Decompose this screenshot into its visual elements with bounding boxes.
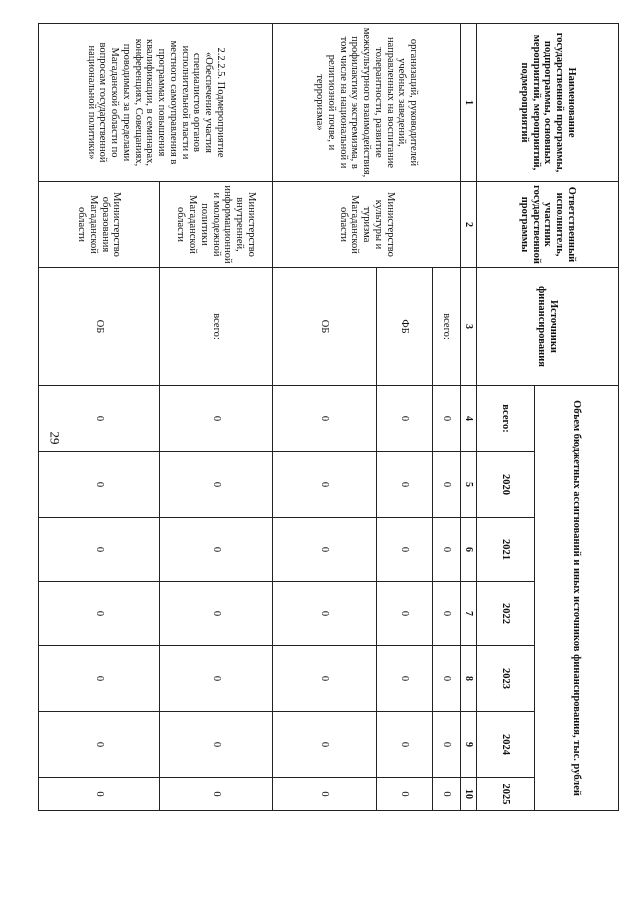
col-number: 10 [460,778,476,811]
cell-value: 0 [376,582,432,646]
cell-value: 0 [159,518,272,582]
cell-value: 0 [272,386,376,452]
header-year: 2025 [477,778,535,811]
cell-value: 0 [432,712,460,778]
cell-value: 0 [376,712,432,778]
header-year: 2024 [477,712,535,778]
cell-value: 0 [38,646,159,712]
cell-value: 0 [159,778,272,811]
header-name: Наименование государственной программы, подпрограммы, основных мероприятий, мероприятий, подмероприятий [477,24,619,182]
cell-value: 0 [159,386,272,452]
cell-value: 0 [432,386,460,452]
row-source: ФБ [376,268,432,386]
header-year: 2020 [477,452,535,518]
col-number: 1 [460,24,476,182]
header-sources: Источники финансирования [477,268,619,386]
header-year: 2022 [477,582,535,646]
header-total: всего: [477,386,535,452]
cell-value: 0 [272,712,376,778]
cell-value: 0 [38,518,159,582]
cell-value: 0 [272,778,376,811]
col-number: 2 [460,182,476,268]
row-source: ОБ [38,268,159,386]
header-year: 2021 [477,518,535,582]
cell-value: 0 [38,386,159,452]
financing-table [38,23,619,811]
row-responsible: Министерство образования Магаданской области [38,182,159,268]
col-number: 5 [460,452,476,518]
header-year: 2023 [477,646,535,712]
row-source: ОБ [272,268,376,386]
rotated-table-wrapper [40,23,619,810]
cell-value: 0 [159,712,272,778]
cell-value: 0 [272,582,376,646]
cell-value: 0 [376,778,432,811]
cell-value: 0 [38,778,159,811]
col-number: 9 [460,712,476,778]
rotated-table-inner [40,23,619,810]
row-source: всего: [432,268,460,386]
cell-value: 0 [432,518,460,582]
row-source: всего: [159,268,272,386]
cell-value: 0 [376,646,432,712]
cell-value: 0 [159,646,272,712]
cell-value: 0 [432,778,460,811]
cell-value: 0 [376,386,432,452]
page-number: 29 [47,431,63,445]
header-responsible: Ответственный исполнитель, участник государственной программы [477,182,619,268]
cell-value: 0 [272,646,376,712]
row-responsible: Министерство внутренней, информационной и молодежной политики Магаданской области [159,182,272,268]
table-row [432,24,460,811]
cell-value: 0 [432,582,460,646]
cell-value: 0 [376,518,432,582]
cell-value: 0 [159,582,272,646]
column-numbers-row [460,24,476,811]
cell-value: 0 [376,452,432,518]
cell-value: 0 [38,582,159,646]
row-responsible: Министерство культуры и туризма Магаданской области [272,182,460,268]
row-name: организаций, руководителей учебных заведений, направленных на воспитание толерантности, развитие межкультурного взаимодействия, профилактику экстремизма, в том числе на национальной и религиозной почве, и терроризма» [272,24,460,182]
table-row [159,24,272,811]
cell-value: 0 [38,452,159,518]
cell-value: 0 [38,712,159,778]
col-number: 8 [460,646,476,712]
col-number: 7 [460,582,476,646]
col-number: 6 [460,518,476,582]
cell-value: 0 [432,646,460,712]
cell-value: 0 [272,518,376,582]
cell-value: 0 [272,452,376,518]
header-volume: Объем бюджетных ассигнований и иных источников финансирования, тыс. рублей [535,386,619,811]
col-number: 3 [460,268,476,386]
cell-value: 0 [432,452,460,518]
col-number: 4 [460,386,476,452]
cell-value: 0 [159,452,272,518]
row-name: 2.2.2.5. Подмероприятие «Обеспечение участия специалистов органов исполнительной власти и местного самоуправления в программах повышения квалификации, в семинарах, конференциях, Совещаниях, проводимых за пределами Магаданской области по вопросам государственной национальной политики» [38,24,272,182]
